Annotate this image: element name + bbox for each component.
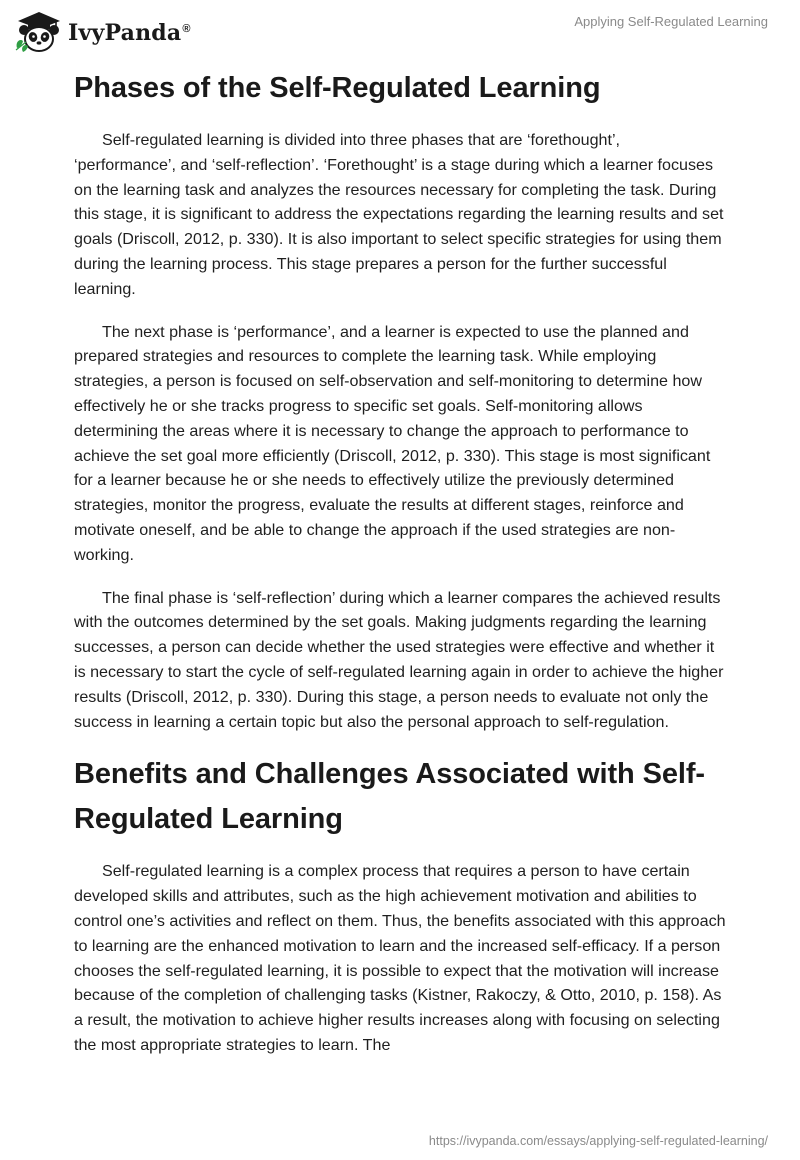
brand-registered-mark: ® <box>182 22 191 35</box>
brand-name <box>68 20 191 46</box>
ivypanda-logo[interactable] <box>14 8 191 54</box>
section-heading-phases: Phases of the Self-Regulated Learning <box>74 72 601 104</box>
page-header <box>0 0 800 60</box>
panda-graduate-icon <box>14 8 64 54</box>
paragraph: The final phase is ‘self-reflection’ during which a learner compares the achieved results with the outcomes determined by the set goals. Making judgments regarding the learning successes, a person can decide whether the used strategies were effective and whether it is necessary to start the cycle of self-regulated learning again in order to achieve the higher results (Driscoll, 2012, p. 330). During this stage, a person needs to evaluate not only the success in learning a certain topic but also the personal approach to self-regulation. <box>74 588 724 731</box>
section-heading-benefits-challenges: Benefits and Challenges Associated with Self-Regulated Learning <box>74 758 705 836</box>
paragraph: Self-regulated learning is divided into three phases that are ‘forethought’, ‘performance’, and ‘self-reflection’. ‘Forethought’ is a stage during which a learner focuses on the learning task and analyzes the resources necessary for completing the task. During this stage, it is significant to address the expectations regarding the learning results and set goals (Driscoll, 2012, p. 330). It is also important to select specific strategies for using them during the learning process. This stage prepares a person for the further successful learning. <box>74 131 724 298</box>
document-title: Applying Self-Regulated Learning <box>574 14 768 29</box>
paragraph: The next phase is ‘performance’, and a learner is expected to use the planned and prepared strategies and resources to complete the learning task. While employing strategies, a person is focused on self-observation and self-monitoring to determine how effectively he or she tracks progress to specific set goals. Self-monitoring allows determining the areas where it is necessary to change the approach to performance to achieve the set goal more efficiently (Driscoll, 2012, p. 330). This stage is most significant for a learner because he or she needs to effectively utilize the previously determined strategies, monitor the progress, evaluate the results at different stages, reinforce and motivate oneself, and be able to change the approach if the used strategies are non-working. <box>74 322 711 564</box>
brand-name-text: IvyPanda <box>68 20 182 46</box>
paragraph: Self-regulated learning is a complex process that requires a person to have certain developed skills and attributes, such as the high achievement motivation and abilities to control one’s activities and reflect on them. Thus, the benefits associated with this approach to learning are the enhanced motivation to learn and the increased self-efficacy. If a person chooses the self-regulated learning, it is possible to expect that the motivation will increase because of the completion of challenging tasks (Kistner, Rakoczy, & Otto, 2010, p. 158). As a result, the motivation to achieve higher results increases along with focusing on selecting the most appropriate strategies to learn. The <box>74 862 726 1054</box>
footer-url[interactable]: https://ivypanda.com/essays/applying-self-regulated-learning/ <box>428 1134 768 1148</box>
essay-content <box>74 66 726 1076</box>
